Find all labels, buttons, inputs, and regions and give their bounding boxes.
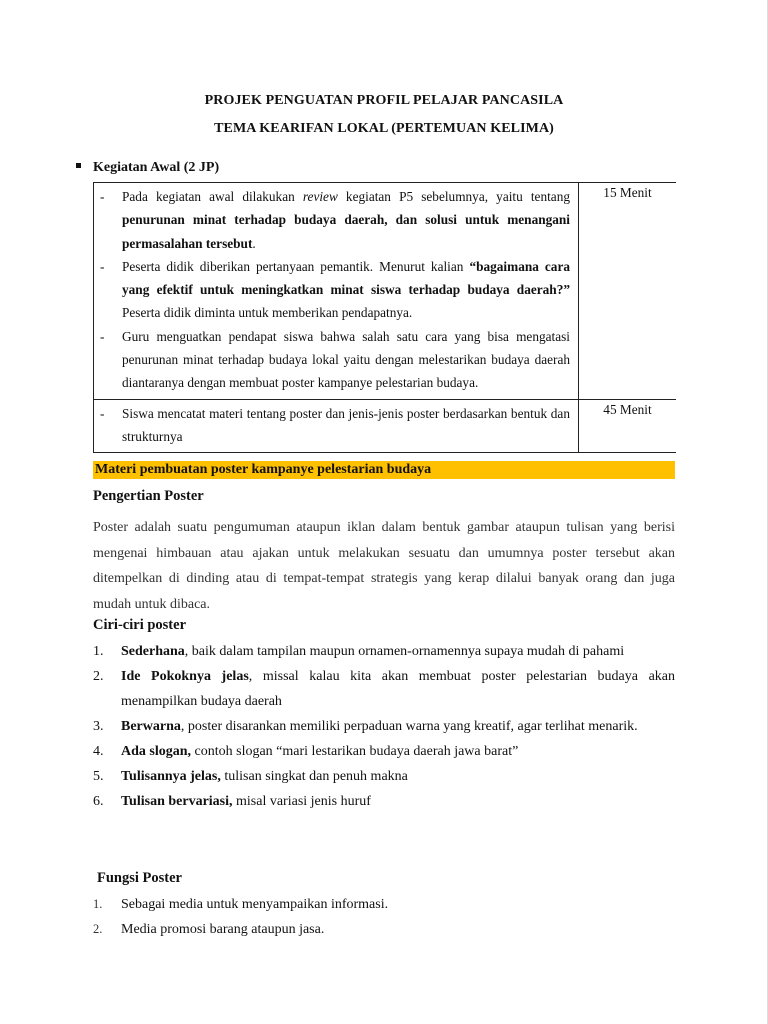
list-item: 3. Berwarna, poster disarankan memiliki perpaduan warna yang kreatif, agar terlihat menarik. xyxy=(93,719,638,734)
square-bullet-icon xyxy=(76,163,81,168)
activity-item: - Siswa mencatat materi tentang poster dan jenis-jenis poster berdasarkan bentuk dan strukturnya xyxy=(100,405,570,444)
title-line-2: TEMA KEARIFAN LOKAL (PERTEMUAN KELIMA) xyxy=(214,121,554,136)
fungsi-list xyxy=(93,892,675,942)
pengertian-paragraph: Poster adalah suatu pengumuman ataupun iklan dalam bentuk gambar ataupun tulisan yang berisi mengenai himbauan atau ajakan untuk melakukan sesuatu dan umumnya poster tersebut akan ditempelkan di dinding atau di tempat-tempat strategis yang kerap dilalui banyak orang dan juga mudah untuk dibaca. xyxy=(93,520,675,612)
activity-cell xyxy=(94,183,579,400)
list-item: 2. Ide Pokoknya jelas, missal kalau kita akan membuat poster pelestarian budaya akan menampilkan budaya daerah xyxy=(93,669,675,709)
title-line-1: PROJEK PENGUATAN PROFIL PELAJAR PANCASILA xyxy=(204,93,564,108)
table-row xyxy=(94,399,677,453)
activity-item: - Guru menguatkan pendapat siswa bahwa salah satu cara yang bisa mengatasi penurunan minat terhadap budaya lokal yaitu dengan melestarikan budaya daerah diantaranya dengan membuat poster kampanye pelestarian budaya. xyxy=(100,328,570,391)
list-item: 5. Tulisannya jelas, tulisan singkat dan penuh makna xyxy=(93,769,408,784)
list-item: 1. Sebagai media untuk menyampaikan informasi. xyxy=(93,897,389,912)
activity-item: - Pada kegiatan awal dilakukan review kegiatan P5 sebelumnya, yaitu tentang penurunan minat terhadap budaya daerah, dan solusi untuk menangani permasalahan tersebut. xyxy=(100,189,570,251)
activity-cell xyxy=(94,399,579,453)
pengertian-heading: Pengertian Poster xyxy=(93,488,204,504)
kegiatan-awal-heading: Kegiatan Awal (2 JP) xyxy=(76,160,219,176)
fungsi-heading: Fungsi Poster xyxy=(97,870,182,886)
list-item: 1. Sederhana, baik dalam tampilan maupun ornamen-ornamennya supaya mudah di pahami xyxy=(93,644,625,659)
table-row xyxy=(94,183,677,400)
ciri-list xyxy=(93,639,675,814)
list-item: 2. Media promosi barang ataupun jasa. xyxy=(93,922,325,937)
ciri-heading: Ciri-ciri poster xyxy=(93,617,187,633)
list-item: 6. Tulisan bervariasi, misal variasi jenis huruf xyxy=(93,794,371,809)
materi-heading-highlight: Materi pembuatan poster kampanye pelestarian budaya xyxy=(93,461,675,479)
activity-item: - Peserta didik diberikan pertanyaan pemantik. Menurut kalian “bagaimana cara yang efektif untuk meningkatkan minat siswa terhadap budaya daerah?” Peserta didik diminta untuk memberikan pendapatnya. xyxy=(100,258,570,321)
list-item: 4. Ada slogan, contoh slogan “mari lestarikan budaya daerah jawa barat” xyxy=(93,744,519,759)
duration-cell: 45 Menit xyxy=(579,399,677,453)
duration-cell: 15 Menit xyxy=(579,183,677,400)
kegiatan-table xyxy=(93,182,676,453)
